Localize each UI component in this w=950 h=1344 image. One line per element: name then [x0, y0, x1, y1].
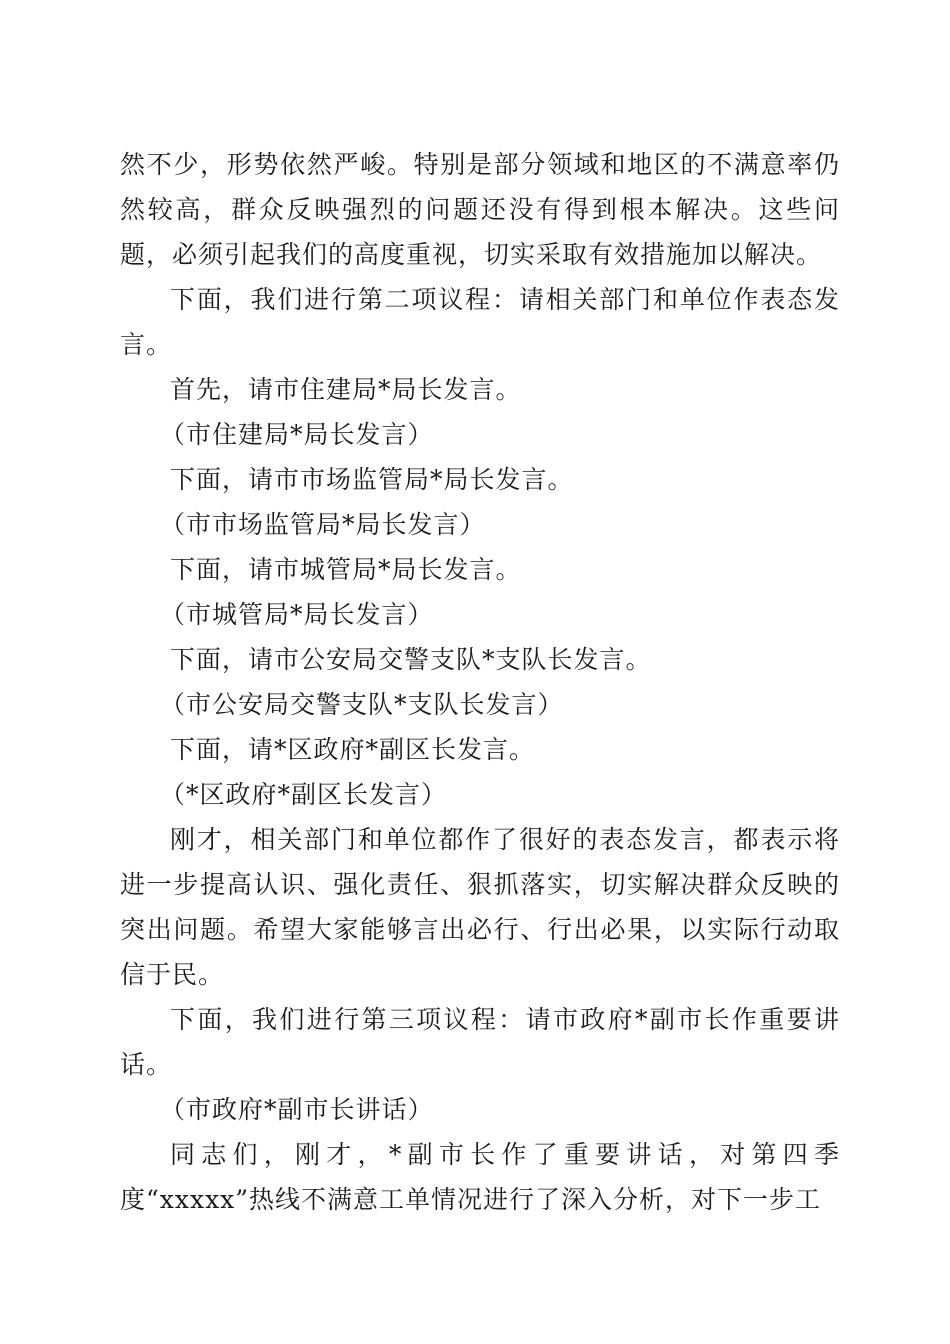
- paragraph-16: 同志们，刚才，*副市长作了重要讲话，对第四季度“xxxxx”热线不满意工单情况进行了深入分析，对下一步工: [120, 1140, 840, 1214]
- paragraph-4: （市住建局*局长发言）: [160, 420, 434, 449]
- paragraph-1: 然不少，形势依然严峻。特别是部分领域和地区的不满意率仍然较高，群众反映强烈的问题还没有得到根本解决。这些问题，必须引起我们的高度重视，切实采取有效措施加以解决。: [120, 150, 840, 269]
- document-body: [120, 142, 840, 1222]
- paragraph-9: 下面，请市公安局交警支队*支队长发言。: [170, 645, 652, 674]
- paragraph-12: （*区政府*副区长发言）: [160, 780, 448, 809]
- paragraph-6: （市市场监管局*局长发言）: [160, 510, 486, 539]
- paragraph-7: 下面，请市城管局*局长发言。: [170, 555, 522, 584]
- paragraph-11: 下面，请*区政府*副区长发言。: [170, 735, 536, 764]
- paragraph-2: 下面，我们进行第二项议程：请相关部门和单位作表态发言。: [120, 285, 840, 359]
- paragraph-10: （市公安局交警支队*支队长发言）: [160, 690, 564, 719]
- paragraph-14: 下面，我们进行第三项议程：请市政府*副市长作重要讲话。: [120, 1005, 840, 1079]
- paragraph-5: 下面，请市市场监管局*局长发言。: [170, 465, 574, 494]
- paragraph-13: 刚才，相关部门和单位都作了很好的表态发言，都表示将进一步提高认识、强化责任、狠抓落实，切实解决群众反映的突出问题。希望大家能够言出必行、行出必果，以实际行动取信于民。: [120, 825, 840, 989]
- paragraph-8: （市城管局*局长发言）: [160, 600, 434, 629]
- paragraph-3: 首先，请市住建局*局长发言。: [170, 375, 522, 404]
- paragraph-15: （市政府*副市长讲话）: [160, 1095, 434, 1124]
